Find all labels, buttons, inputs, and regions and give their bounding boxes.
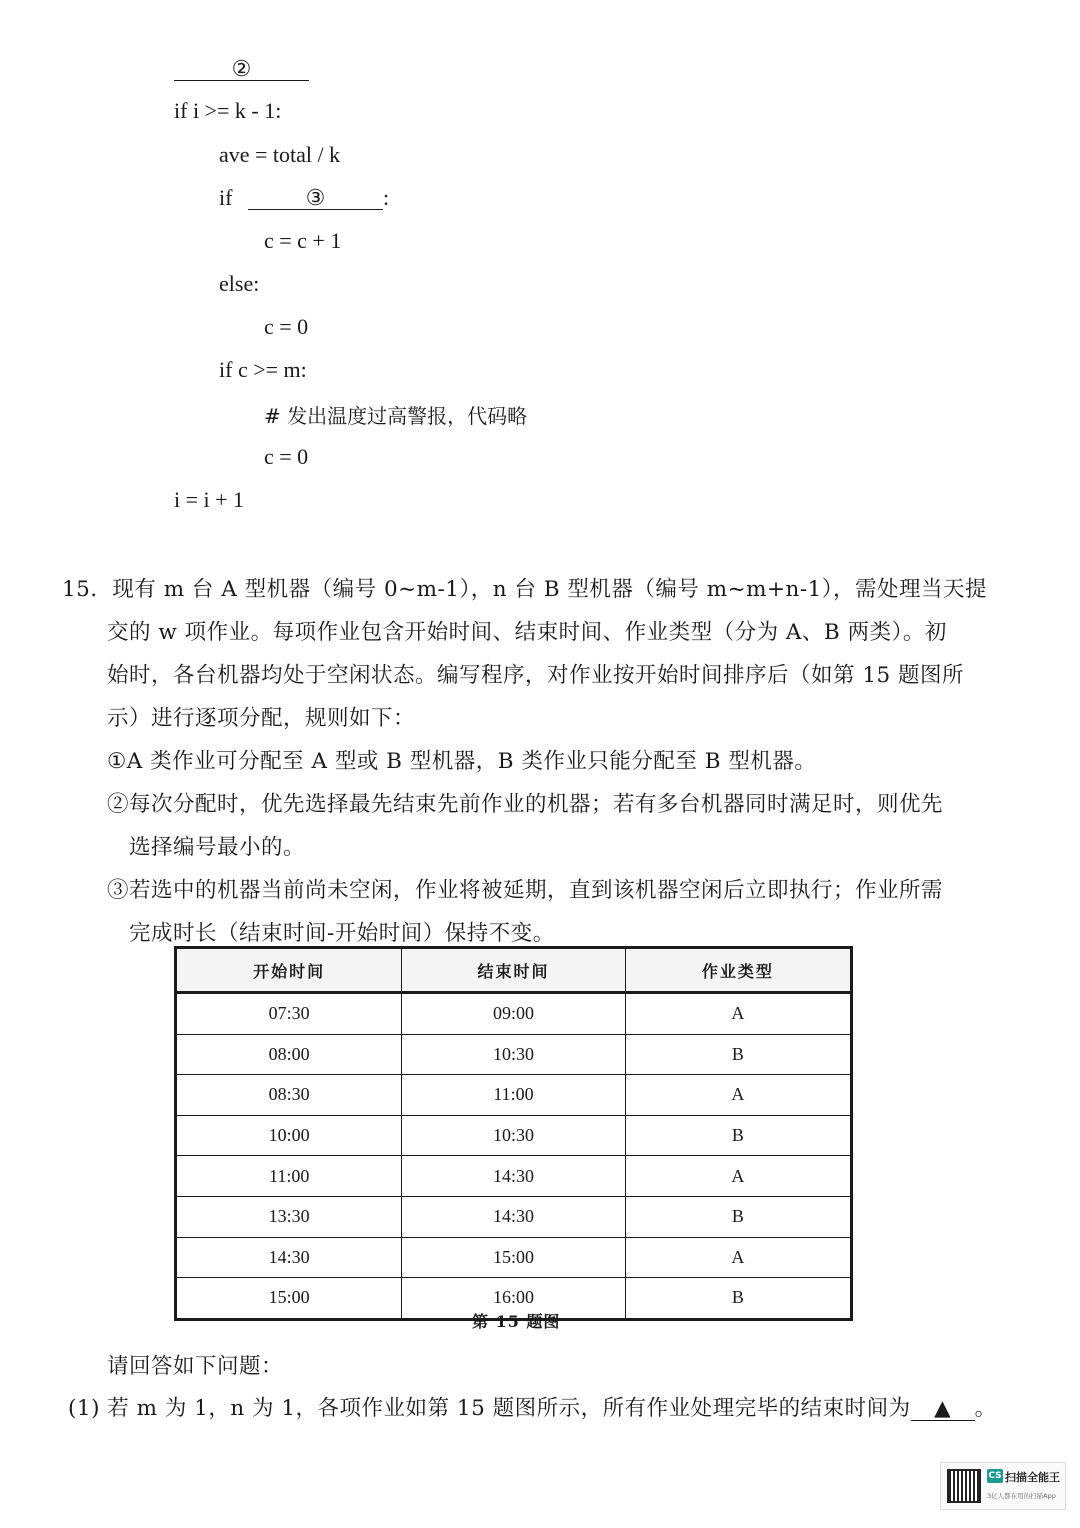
blank-3: ③: [248, 187, 383, 210]
q15-line-2: 交的 w 项作业。每项作业包含开始时间、结束时间、作业类型（分为 A、B 两类）。初: [107, 620, 947, 645]
code-line-c-zero: c = 0: [264, 314, 309, 339]
table-row: [176, 1196, 852, 1237]
table-row: [176, 1156, 852, 1197]
table-row: [176, 1034, 852, 1075]
table-row: [176, 1237, 852, 1278]
cell-type: B: [625, 1115, 851, 1156]
q15-line-1: 15．现有 m 台 A 型机器（编号 0~m-1），n 台 B 型机器（编号 m~m+n-1），需处理当天提: [62, 577, 988, 602]
cell-start: 15:00: [176, 1278, 402, 1320]
cell-start: 07:30: [176, 993, 402, 1035]
cell-end: 15:00: [402, 1237, 625, 1278]
answer-blank: ▲: [911, 1398, 975, 1421]
scanner-watermark: [940, 1462, 1066, 1510]
header-end-time: 结束时间: [402, 948, 625, 993]
watermark-title: 扫描全能王: [1005, 1471, 1060, 1484]
qr-code-icon: [947, 1469, 981, 1503]
cell-type: A: [625, 1156, 851, 1197]
table-header-row: [176, 948, 852, 993]
blank-2: ②: [174, 58, 309, 81]
cell-type: B: [625, 1034, 851, 1075]
cell-start: 14:30: [176, 1237, 402, 1278]
sub-question-1-end: 。: [974, 1396, 997, 1421]
cell-end: 10:30: [402, 1115, 625, 1156]
code-line-if-blank3: [219, 185, 389, 211]
q15-rule-3-cont: 完成时长（结束时间-开始时间）保持不变。: [129, 921, 555, 946]
q15-rule-3: ③若选中的机器当前尚未空闲，作业将被延期，直到该机器空闲后立即执行；作业所需: [107, 878, 944, 903]
figure-caption: 第 15 题图: [472, 1312, 561, 1331]
code-if-keyword: if: [219, 185, 233, 210]
code-line-if-i: if i >= k - 1:: [174, 98, 282, 123]
header-job-type: 作业类型: [625, 948, 851, 993]
cell-start: 08:00: [176, 1034, 402, 1075]
cell-type: B: [625, 1196, 851, 1237]
code-line-c-zero-2: c = 0: [264, 444, 309, 469]
table-row: [176, 1075, 852, 1116]
q15-line-4: 示）进行逐项分配，规则如下：: [107, 706, 416, 731]
table-row: [176, 1115, 852, 1156]
cell-type: A: [625, 993, 851, 1035]
q15-rule-2: ②每次分配时，优先选择最先结束先前作业的机器；若有多台机器同时满足时，则优先: [107, 792, 944, 817]
cell-start: 08:30: [176, 1075, 402, 1116]
answer-prompt: 请回答如下问题：: [107, 1354, 284, 1379]
code-line-if-c: if c >= m:: [219, 357, 307, 382]
job-table: [174, 946, 853, 1321]
code-line-i-inc: i = i + 1: [174, 487, 245, 512]
cell-type: B: [625, 1278, 851, 1320]
q15-line-3: 始时，各台机器均处于空闲状态。编写程序，对作业按开始时间排序后（如第 15 题图所: [107, 663, 965, 688]
cell-end: 14:30: [402, 1196, 625, 1237]
cell-type: A: [625, 1075, 851, 1116]
sub-question-1-text: (1) 若 m 为 1，n 为 1，各项作业如第 15 题图所示，所有作业处理完毕的结束时间为: [68, 1396, 911, 1421]
cell-end: 10:30: [402, 1034, 625, 1075]
cell-start: 10:00: [176, 1115, 402, 1156]
cell-end: 16:00: [402, 1278, 625, 1320]
header-start-time: 开始时间: [176, 948, 402, 993]
watermark-subtitle: 3亿人都在用的扫描App: [987, 1492, 1056, 1500]
cell-type: A: [625, 1237, 851, 1278]
table-row: [176, 993, 852, 1035]
sub-question-1: [68, 1391, 997, 1422]
q15-rule-2-cont: 选择编号最小的。: [129, 835, 306, 860]
code-line-else: else:: [219, 271, 260, 296]
cell-start: 13:30: [176, 1196, 402, 1237]
code-blank-2: [174, 56, 309, 82]
q15-rule-1: ①A 类作业可分配至 A 型或 B 型机器，B 类作业只能分配至 B 型机器。: [107, 749, 817, 774]
camscanner-logo: CS: [988, 1471, 1002, 1481]
cell-start: 11:00: [176, 1156, 402, 1197]
cell-end: 09:00: [402, 993, 625, 1035]
code-line-ave: ave = total / k: [219, 142, 341, 167]
code-colon: :: [382, 185, 390, 210]
code-line-c-inc: c = c + 1: [264, 228, 342, 253]
code-line-comment: # 发出温度过高警报，代码略: [264, 404, 528, 428]
cell-end: 11:00: [402, 1075, 625, 1116]
cell-end: 14:30: [402, 1156, 625, 1197]
